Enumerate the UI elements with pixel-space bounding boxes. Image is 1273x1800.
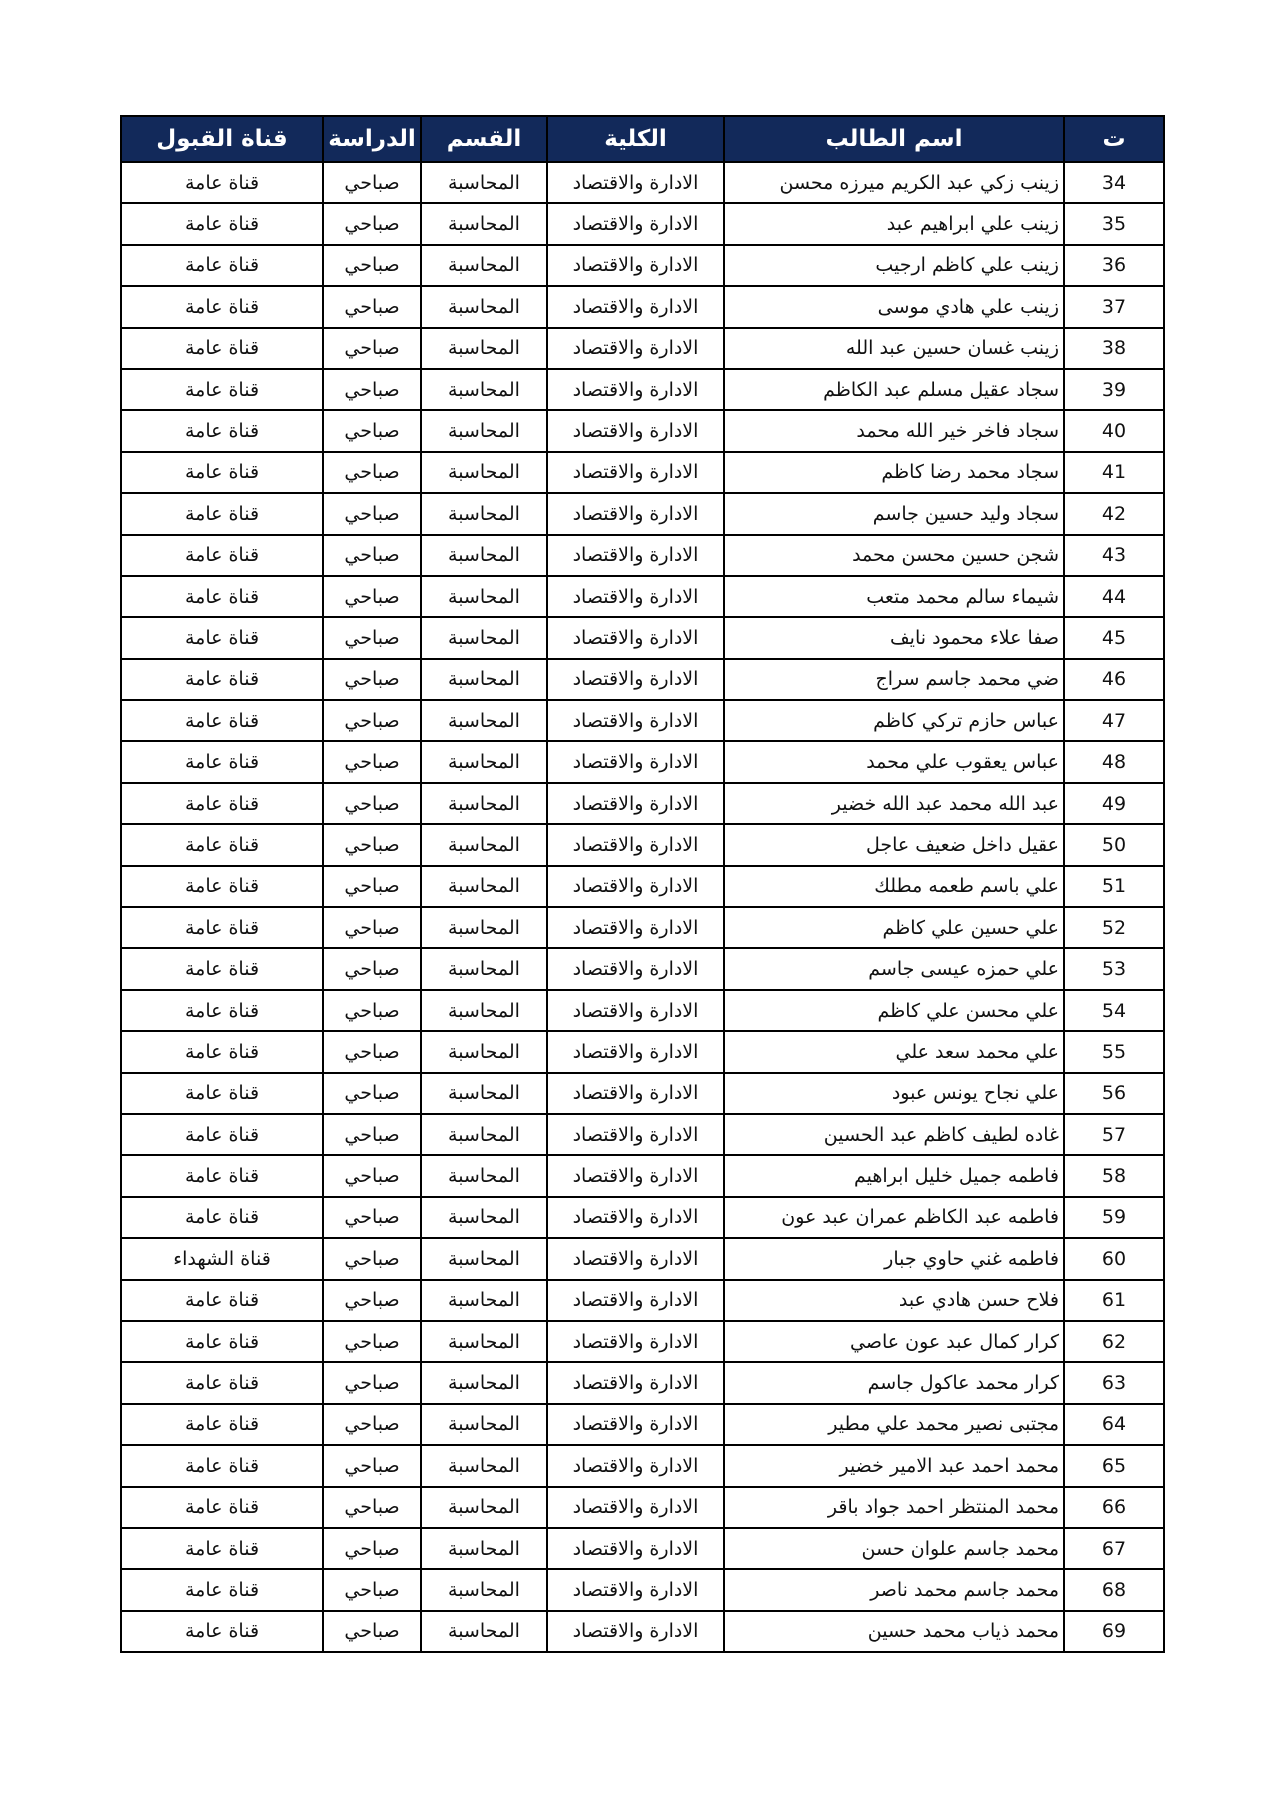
cell-number: 50: [1064, 824, 1164, 865]
cell-student-name: فلاح حسن هادي عبد: [724, 1280, 1064, 1321]
cell-study: صباحي: [323, 700, 421, 741]
cell-department: المحاسبة: [421, 1611, 547, 1652]
cell-number: 51: [1064, 866, 1164, 907]
table-row: [121, 410, 1164, 451]
cell-study: صباحي: [323, 1321, 421, 1362]
cell-admission-channel: قناة عامة: [121, 328, 323, 369]
cell-college: الادارة والاقتصاد: [547, 1528, 724, 1569]
cell-study: صباحي: [323, 245, 421, 286]
cell-number: 38: [1064, 328, 1164, 369]
cell-department: المحاسبة: [421, 617, 547, 658]
cell-college: الادارة والاقتصاد: [547, 741, 724, 782]
cell-college: الادارة والاقتصاد: [547, 1155, 724, 1196]
cell-student-name: فاطمه غني حاوي جبار: [724, 1238, 1064, 1279]
table-row: [121, 1197, 1164, 1238]
cell-department: المحاسبة: [421, 1073, 547, 1114]
cell-admission-channel: قناة عامة: [121, 1569, 323, 1610]
cell-student-name: زينب علي ابراهيم عبد: [724, 203, 1064, 244]
cell-college: الادارة والاقتصاد: [547, 245, 724, 286]
cell-number: 59: [1064, 1197, 1164, 1238]
cell-number: 60: [1064, 1238, 1164, 1279]
table-row: [121, 203, 1164, 244]
table-row: [121, 328, 1164, 369]
cell-student-name: فاطمه عبد الكاظم عمران عبد عون: [724, 1197, 1064, 1238]
table-row: [121, 1528, 1164, 1569]
cell-college: الادارة والاقتصاد: [547, 286, 724, 327]
cell-number: 48: [1064, 741, 1164, 782]
table-row: [121, 700, 1164, 741]
cell-number: 61: [1064, 1280, 1164, 1321]
cell-college: الادارة والاقتصاد: [547, 576, 724, 617]
table-row: [121, 369, 1164, 410]
table-row: [121, 452, 1164, 493]
cell-college: الادارة والاقتصاد: [547, 162, 724, 203]
cell-study: صباحي: [323, 741, 421, 782]
cell-admission-channel: قناة عامة: [121, 286, 323, 327]
cell-department: المحاسبة: [421, 410, 547, 451]
cell-department: المحاسبة: [421, 1280, 547, 1321]
cell-admission-channel: قناة عامة: [121, 700, 323, 741]
cell-department: المحاسبة: [421, 1528, 547, 1569]
cell-student-name: شجن حسين محسن محمد: [724, 535, 1064, 576]
students-table-container: [120, 115, 1165, 1653]
cell-study: صباحي: [323, 824, 421, 865]
cell-department: المحاسبة: [421, 1114, 547, 1155]
cell-student-name: زينب غسان حسين عبد الله: [724, 328, 1064, 369]
cell-admission-channel: قناة عامة: [121, 1611, 323, 1652]
cell-study: صباحي: [323, 1569, 421, 1610]
cell-student-name: سجاد عقيل مسلم عبد الكاظم: [724, 369, 1064, 410]
cell-admission-channel: قناة عامة: [121, 245, 323, 286]
cell-number: 41: [1064, 452, 1164, 493]
cell-student-name: علي حسين علي كاظم: [724, 907, 1064, 948]
cell-student-name: غاده لطيف كاظم عبد الحسين: [724, 1114, 1064, 1155]
table-row: [121, 907, 1164, 948]
table-row: [121, 162, 1164, 203]
table-row: [121, 1611, 1164, 1652]
cell-department: المحاسبة: [421, 659, 547, 700]
cell-college: الادارة والاقتصاد: [547, 783, 724, 824]
cell-admission-channel: قناة عامة: [121, 1280, 323, 1321]
table-row: [121, 1404, 1164, 1445]
cell-admission-channel: قناة عامة: [121, 1321, 323, 1362]
cell-department: المحاسبة: [421, 741, 547, 782]
cell-study: صباحي: [323, 1073, 421, 1114]
cell-college: الادارة والاقتصاد: [547, 1321, 724, 1362]
cell-admission-channel: قناة عامة: [121, 907, 323, 948]
cell-student-name: زينب علي كاظم ارجيب: [724, 245, 1064, 286]
cell-study: صباحي: [323, 1155, 421, 1196]
cell-number: 34: [1064, 162, 1164, 203]
cell-study: صباحي: [323, 369, 421, 410]
table-row: [121, 1155, 1164, 1196]
cell-admission-channel: قناة عامة: [121, 410, 323, 451]
cell-student-name: محمد جاسم علوان حسن: [724, 1528, 1064, 1569]
cell-admission-channel: قناة عامة: [121, 452, 323, 493]
cell-study: صباحي: [323, 203, 421, 244]
cell-student-name: عباس يعقوب علي محمد: [724, 741, 1064, 782]
cell-department: المحاسبة: [421, 1321, 547, 1362]
table-row: [121, 535, 1164, 576]
cell-number: 62: [1064, 1321, 1164, 1362]
cell-study: صباحي: [323, 1611, 421, 1652]
cell-student-name: علي نجاح يونس عبود: [724, 1073, 1064, 1114]
table-row: [121, 948, 1164, 989]
table-row: [121, 1280, 1164, 1321]
cell-department: المحاسبة: [421, 700, 547, 741]
cell-student-name: علي باسم طعمه مطلك: [724, 866, 1064, 907]
cell-number: 66: [1064, 1487, 1164, 1528]
cell-number: 45: [1064, 617, 1164, 658]
cell-college: الادارة والاقتصاد: [547, 866, 724, 907]
cell-study: صباحي: [323, 1528, 421, 1569]
cell-student-name: صفا علاء محمود نايف: [724, 617, 1064, 658]
cell-college: الادارة والاقتصاد: [547, 1197, 724, 1238]
cell-number: 43: [1064, 535, 1164, 576]
students-table: [120, 115, 1165, 1653]
cell-admission-channel: قناة عامة: [121, 1445, 323, 1486]
cell-student-name: عبد الله محمد عبد الله خضير: [724, 783, 1064, 824]
table-row: [121, 1073, 1164, 1114]
table-row: [121, 1362, 1164, 1403]
cell-student-name: محمد المنتظر احمد جواد باقر: [724, 1487, 1064, 1528]
table-row: [121, 1238, 1164, 1279]
cell-study: صباحي: [323, 328, 421, 369]
cell-department: المحاسبة: [421, 245, 547, 286]
cell-department: المحاسبة: [421, 1197, 547, 1238]
cell-study: صباحي: [323, 410, 421, 451]
cell-college: الادارة والاقتصاد: [547, 824, 724, 865]
cell-student-name: فاطمه جميل خليل ابراهيم: [724, 1155, 1064, 1196]
cell-department: المحاسبة: [421, 1031, 547, 1072]
cell-college: الادارة والاقتصاد: [547, 617, 724, 658]
cell-student-name: مجتبى نصير محمد علي مطير: [724, 1404, 1064, 1445]
cell-college: الادارة والاقتصاد: [547, 493, 724, 534]
cell-student-name: زينب علي هادي موسى: [724, 286, 1064, 327]
cell-study: صباحي: [323, 162, 421, 203]
cell-number: 52: [1064, 907, 1164, 948]
cell-admission-channel: قناة عامة: [121, 1528, 323, 1569]
table-row: [121, 990, 1164, 1031]
cell-department: المحاسبة: [421, 203, 547, 244]
table-row: [121, 1114, 1164, 1155]
cell-study: صباحي: [323, 1404, 421, 1445]
cell-department: المحاسبة: [421, 1404, 547, 1445]
cell-admission-channel: قناة عامة: [121, 1487, 323, 1528]
cell-number: 67: [1064, 1528, 1164, 1569]
table-row: [121, 1321, 1164, 1362]
cell-department: المحاسبة: [421, 1569, 547, 1610]
cell-student-name: كرار كمال عبد عون عاصي: [724, 1321, 1064, 1362]
cell-college: الادارة والاقتصاد: [547, 907, 724, 948]
table-row: [121, 783, 1164, 824]
cell-number: 69: [1064, 1611, 1164, 1652]
header-department: القسم: [421, 116, 547, 162]
cell-college: الادارة والاقتصاد: [547, 1362, 724, 1403]
cell-college: الادارة والاقتصاد: [547, 990, 724, 1031]
cell-student-name: علي حمزه عيسى جاسم: [724, 948, 1064, 989]
cell-study: صباحي: [323, 617, 421, 658]
cell-student-name: علي محسن علي كاظم: [724, 990, 1064, 1031]
table-row: [121, 1569, 1164, 1610]
cell-study: صباحي: [323, 1197, 421, 1238]
cell-department: المحاسبة: [421, 1155, 547, 1196]
cell-number: 42: [1064, 493, 1164, 534]
header-no: ت: [1064, 116, 1164, 162]
table-row: [121, 245, 1164, 286]
cell-study: صباحي: [323, 866, 421, 907]
cell-study: صباحي: [323, 493, 421, 534]
table-row: [121, 493, 1164, 534]
cell-college: الادارة والاقتصاد: [547, 535, 724, 576]
cell-student-name: كرار محمد عاكول جاسم: [724, 1362, 1064, 1403]
table-row: [121, 1487, 1164, 1528]
cell-study: صباحي: [323, 452, 421, 493]
cell-department: المحاسبة: [421, 866, 547, 907]
cell-college: الادارة والاقتصاد: [547, 700, 724, 741]
cell-admission-channel: قناة عامة: [121, 617, 323, 658]
cell-student-name: علي محمد سعد علي: [724, 1031, 1064, 1072]
cell-college: الادارة والاقتصاد: [547, 452, 724, 493]
table-row: [121, 659, 1164, 700]
cell-study: صباحي: [323, 1487, 421, 1528]
cell-number: 44: [1064, 576, 1164, 617]
cell-number: 46: [1064, 659, 1164, 700]
table-body: [121, 162, 1164, 1652]
cell-department: المحاسبة: [421, 535, 547, 576]
cell-admission-channel: قناة عامة: [121, 1362, 323, 1403]
cell-number: 47: [1064, 700, 1164, 741]
cell-department: المحاسبة: [421, 1238, 547, 1279]
cell-number: 56: [1064, 1073, 1164, 1114]
cell-study: صباحي: [323, 1031, 421, 1072]
cell-number: 64: [1064, 1404, 1164, 1445]
cell-department: المحاسبة: [421, 286, 547, 327]
cell-study: صباحي: [323, 659, 421, 700]
cell-college: الادارة والاقتصاد: [547, 328, 724, 369]
cell-study: صباحي: [323, 907, 421, 948]
cell-student-name: سجاد وليد حسين جاسم: [724, 493, 1064, 534]
cell-department: المحاسبة: [421, 1362, 547, 1403]
cell-admission-channel: قناة عامة: [121, 990, 323, 1031]
cell-admission-channel: قناة عامة: [121, 948, 323, 989]
cell-number: 37: [1064, 286, 1164, 327]
cell-study: صباحي: [323, 286, 421, 327]
cell-study: صباحي: [323, 1114, 421, 1155]
cell-college: الادارة والاقتصاد: [547, 1031, 724, 1072]
cell-college: الادارة والاقتصاد: [547, 1445, 724, 1486]
cell-admission-channel: قناة عامة: [121, 162, 323, 203]
cell-number: 55: [1064, 1031, 1164, 1072]
cell-admission-channel: قناة عامة: [121, 576, 323, 617]
table-row: [121, 1445, 1164, 1486]
table-row: [121, 1031, 1164, 1072]
cell-student-name: عقيل داخل ضعيف عاجل: [724, 824, 1064, 865]
cell-number: 54: [1064, 990, 1164, 1031]
cell-department: المحاسبة: [421, 783, 547, 824]
cell-number: 35: [1064, 203, 1164, 244]
cell-student-name: سجاد فاخر خير الله محمد: [724, 410, 1064, 451]
cell-admission-channel: قناة عامة: [121, 493, 323, 534]
table-row: [121, 286, 1164, 327]
cell-college: الادارة والاقتصاد: [547, 659, 724, 700]
cell-admission-channel: قناة عامة: [121, 1404, 323, 1445]
cell-department: المحاسبة: [421, 369, 547, 410]
cell-study: صباحي: [323, 990, 421, 1031]
cell-study: صباحي: [323, 948, 421, 989]
cell-college: الادارة والاقتصاد: [547, 1487, 724, 1528]
cell-department: المحاسبة: [421, 990, 547, 1031]
cell-college: الادارة والاقتصاد: [547, 1073, 724, 1114]
header-student-name: اسم الطالب: [724, 116, 1064, 162]
cell-student-name: سجاد محمد رضا كاظم: [724, 452, 1064, 493]
cell-department: المحاسبة: [421, 948, 547, 989]
cell-college: الادارة والاقتصاد: [547, 1280, 724, 1321]
cell-college: الادارة والاقتصاد: [547, 1611, 724, 1652]
table-row: [121, 866, 1164, 907]
cell-study: صباحي: [323, 1362, 421, 1403]
cell-student-name: ضي محمد جاسم سراج: [724, 659, 1064, 700]
cell-student-name: زينب زكي عبد الكريم ميرزه محسن: [724, 162, 1064, 203]
cell-student-name: محمد جاسم محمد ناصر: [724, 1569, 1064, 1610]
header-row: [121, 116, 1164, 162]
table-row: [121, 576, 1164, 617]
cell-college: الادارة والاقتصاد: [547, 1114, 724, 1155]
cell-college: الادارة والاقتصاد: [547, 1404, 724, 1445]
cell-admission-channel: قناة الشهداء: [121, 1238, 323, 1279]
table-row: [121, 617, 1164, 658]
cell-department: المحاسبة: [421, 576, 547, 617]
cell-admission-channel: قناة عامة: [121, 741, 323, 782]
cell-study: صباحي: [323, 576, 421, 617]
table-row: [121, 741, 1164, 782]
cell-admission-channel: قناة عامة: [121, 369, 323, 410]
cell-student-name: محمد ذياب محمد حسين: [724, 1611, 1064, 1652]
table-row: [121, 824, 1164, 865]
cell-admission-channel: قناة عامة: [121, 1197, 323, 1238]
cell-admission-channel: قناة عامة: [121, 535, 323, 576]
cell-department: المحاسبة: [421, 907, 547, 948]
cell-study: صباحي: [323, 1280, 421, 1321]
cell-number: 49: [1064, 783, 1164, 824]
cell-college: الادارة والاقتصاد: [547, 948, 724, 989]
cell-college: الادارة والاقتصاد: [547, 1569, 724, 1610]
cell-admission-channel: قناة عامة: [121, 1073, 323, 1114]
cell-admission-channel: قناة عامة: [121, 203, 323, 244]
cell-number: 63: [1064, 1362, 1164, 1403]
cell-admission-channel: قناة عامة: [121, 866, 323, 907]
cell-admission-channel: قناة عامة: [121, 1155, 323, 1196]
cell-admission-channel: قناة عامة: [121, 1114, 323, 1155]
cell-department: المحاسبة: [421, 493, 547, 534]
cell-number: 40: [1064, 410, 1164, 451]
cell-admission-channel: قناة عامة: [121, 783, 323, 824]
cell-study: صباحي: [323, 783, 421, 824]
cell-department: المحاسبة: [421, 1487, 547, 1528]
cell-college: الادارة والاقتصاد: [547, 410, 724, 451]
cell-number: 58: [1064, 1155, 1164, 1196]
cell-admission-channel: قناة عامة: [121, 824, 323, 865]
cell-department: المحاسبة: [421, 1445, 547, 1486]
cell-department: المحاسبة: [421, 824, 547, 865]
cell-department: المحاسبة: [421, 328, 547, 369]
cell-admission-channel: قناة عامة: [121, 659, 323, 700]
cell-number: 53: [1064, 948, 1164, 989]
cell-study: صباحي: [323, 1238, 421, 1279]
cell-number: 39: [1064, 369, 1164, 410]
cell-number: 57: [1064, 1114, 1164, 1155]
cell-college: الادارة والاقتصاد: [547, 1238, 724, 1279]
header-college: الكلية: [547, 116, 724, 162]
cell-number: 68: [1064, 1569, 1164, 1610]
cell-study: صباحي: [323, 1445, 421, 1486]
cell-college: الادارة والاقتصاد: [547, 369, 724, 410]
header-study: الدراسة: [323, 116, 421, 162]
cell-department: المحاسبة: [421, 452, 547, 493]
header-admission-channel: قناة القبول: [121, 116, 323, 162]
cell-number: 36: [1064, 245, 1164, 286]
cell-study: صباحي: [323, 535, 421, 576]
cell-college: الادارة والاقتصاد: [547, 203, 724, 244]
cell-department: المحاسبة: [421, 162, 547, 203]
cell-student-name: عباس حازم تركي كاظم: [724, 700, 1064, 741]
cell-number: 65: [1064, 1445, 1164, 1486]
cell-student-name: محمد احمد عبد الامير خضير: [724, 1445, 1064, 1486]
cell-admission-channel: قناة عامة: [121, 1031, 323, 1072]
cell-student-name: شيماء سالم محمد متعب: [724, 576, 1064, 617]
